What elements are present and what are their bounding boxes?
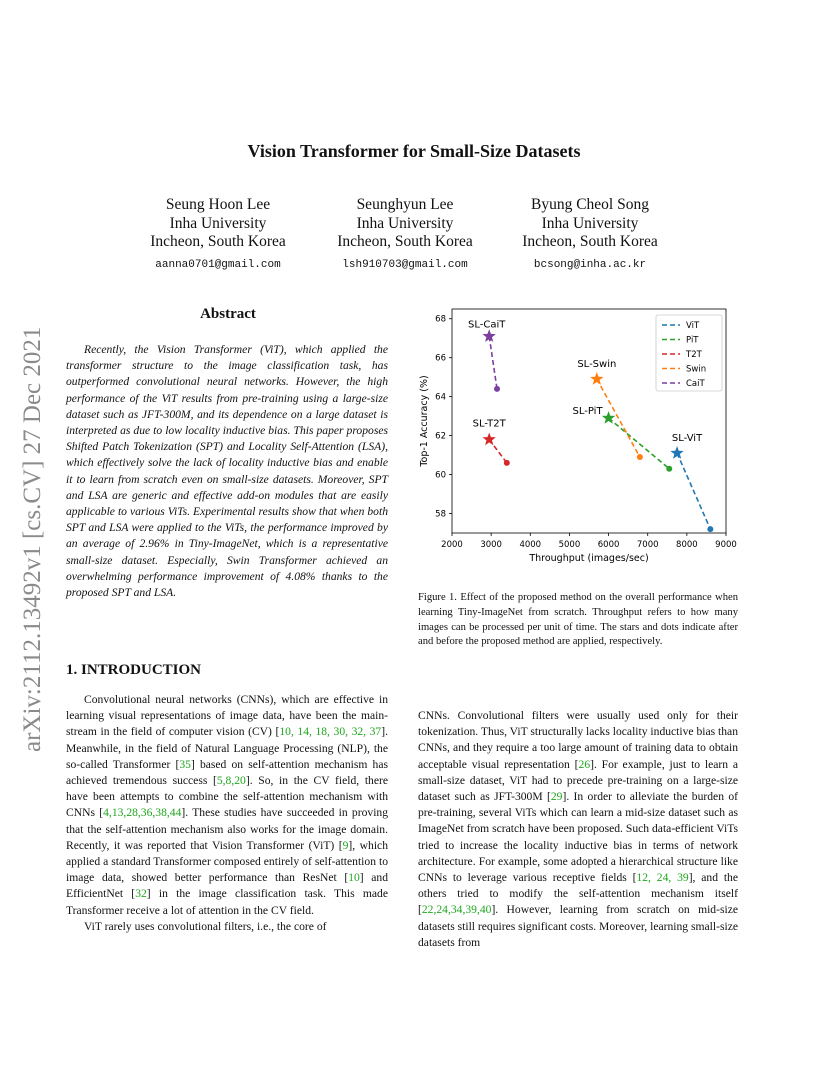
author-location: Incheon, South Korea (150, 233, 286, 250)
x-tick-label: 4000 (519, 540, 542, 550)
intro-right-column (418, 708, 738, 951)
citation-link[interactable]: 10, 14, 18, 30, 32, 37 (279, 725, 382, 739)
point-label: SL-Swin (577, 359, 617, 371)
text-run: ]. Meanwhile, in the field of Natural Language Processing (NLP), the so-called Transformer [ (66, 725, 388, 771)
before-dot-vit (707, 526, 713, 532)
chart-svg (418, 307, 738, 567)
paper-title: Vision Transformer for Small-Size Datasets (247, 141, 581, 161)
before-dot-cait (494, 386, 500, 392)
figure-caption: Figure 1. Effect of the proposed method on the overall performance when learning Tiny-ImageNet from scratch. Throughput refers to how many images can be processed per unit of time. The stars and dots indicate after and before the proposed method are applied, respectively. (418, 592, 738, 648)
legend-label: T2T (686, 350, 702, 360)
intro-paragraph: ViT rarely uses convolutional filters, i.e., the core of (84, 919, 327, 933)
text-run: ] in the image classification task. This made Transformer receive a lot of attention in the CV field. (66, 887, 388, 917)
author-block (310, 196, 500, 274)
abstract-body (66, 342, 388, 601)
x-tick-label: 3000 (480, 540, 502, 550)
after-star-swin (590, 372, 603, 385)
text-run: ], and the others tried to modify the self-attention mechanism itself [ (418, 871, 739, 917)
citation-link[interactable]: 35 (179, 757, 191, 771)
citation-link[interactable]: 29 (550, 790, 563, 804)
author-affiliation: Inha University (541, 214, 639, 232)
series-line-cait (489, 336, 497, 389)
author-block (495, 196, 685, 274)
series-line-vit (677, 453, 710, 529)
x-tick-label: 6000 (597, 540, 620, 550)
author-affiliation: Inha University (356, 214, 454, 232)
x-tick-label: 2000 (441, 540, 463, 550)
citation-link[interactable]: 5,8,20 (216, 774, 246, 788)
author-location: Incheon, South Korea (522, 233, 658, 250)
arxiv-id-text: arXiv:2112.13492v1 [cs.CV] 27 Dec 2021 (19, 326, 46, 752)
citation-link[interactable]: 26 (578, 757, 591, 771)
author-name: Seunghyun Lee (356, 196, 454, 213)
y-tick-label: 60 (435, 470, 446, 481)
intro-left-column (66, 692, 388, 935)
legend-label: CaiT (686, 379, 705, 389)
citation-link[interactable]: 10 (348, 871, 360, 885)
x-axis-label: Throughput (images/sec) (529, 553, 649, 564)
abstract-text: Recently, the Vision Transformer (ViT), which applied the transformer structure to the image classification task, has outperformed convolutional neural networks. However, the high performance of the ViT results from pre-training using a large-size dataset such as JFT-300M, and its dependence on a large dataset is interpreted as due to low locality inductive bias. This paper proposes Shifted Patch Tokenization (SPT) and Locality Self-Attention (LSA), which effectively solve the lack of locality inductive bias and enable it to learn from scratch even on small-size datasets. Moreover, SPT and LSA are generic and effective add-on modules that are easily applicable to various ViTs. Experimental results show that when both SPT and LSA were applied to the ViTs, the performance improved by an average of 2.96% in Tiny-ImageNet, which is a representative small-size dataset. Especially, Swin Transformer achieved an overwhelming performance improvement of 4.08% thanks to the proposed SPT and LSA. (66, 343, 388, 600)
text-run: Convolutional neural networks (CNNs), which are effective in learning visual representations of image data, have been the main-stream in the field of computer vision (CV) [ (66, 693, 388, 739)
citation-link[interactable]: 32 (135, 887, 147, 901)
text-run: ], which applied a standard Transformer composed entirely of self-attention to image data, showed better performance than ResNet [ (66, 838, 388, 885)
point-label: SL-T2T (472, 418, 506, 430)
text-run: ]. These studies have succeeded in proving that the self-attention mechanism also works for the image domain. Recently, it was reported that Vision Transformer (ViT) [ (66, 806, 389, 852)
arxiv-identifier (10, 290, 50, 760)
text-run: ]. For example, just to learn a small-size dataset, ViT had to precede pre-training on a large-size dataset such as JFT-300M [ (418, 757, 738, 804)
author-email[interactable]: lsh910703@gmail.com (342, 258, 468, 271)
figure-1-chart (418, 307, 738, 567)
text-run: ] and EfficientNet [ (66, 871, 388, 901)
x-tick-label: 7000 (636, 540, 659, 550)
legend-label: ViT (686, 321, 700, 331)
citation-link[interactable]: 9 (342, 838, 349, 852)
after-star-pit (602, 411, 615, 424)
author-affiliation: Inha University (169, 214, 267, 232)
point-label: SL-CaiT (468, 319, 506, 331)
author-block (123, 196, 313, 274)
x-tick-label: 8000 (676, 540, 698, 550)
author-name: Byung Cheol Song (531, 196, 649, 213)
y-tick-label: 64 (435, 392, 446, 403)
text-run: CNNs. Convolutional filters were usually used only for their tokenization. Thus, ViT structurally lacks locality inductive bias than CNNs, and they require a too large amount of training data to obtain acceptable visual representation [ (418, 709, 738, 771)
series-line-swin (597, 379, 640, 457)
author-email[interactable]: aanna0701@gmail.com (155, 258, 281, 271)
after-star-vit (670, 446, 683, 459)
point-label: SL-PiT (572, 406, 603, 418)
before-dot-t2t (504, 460, 510, 466)
citation-link[interactable]: 22,24,34,39,40 (421, 903, 492, 917)
before-dot-pit (666, 466, 672, 472)
text-run: ]. In order to alleviate the burden of pre-training, several ViTs which can learn a mid-size dataset such as ImageNet from scratch have been proposed. Such data-efficient ViTs tried to increase the locality inductive bias in terms of network architecture. For example, some adopted a hierarchical structure like CNNs to leverage various receptive fields [ (418, 790, 739, 885)
point-label: SL-ViT (671, 433, 703, 445)
legend-label: Swin (686, 364, 707, 375)
series-line-pit (609, 418, 670, 469)
author-email[interactable]: bcsong@inha.ac.kr (533, 258, 647, 271)
author-name: Seung Hoon Lee (165, 196, 271, 213)
before-dot-swin (637, 454, 643, 460)
text-run: ]. So, in the CV field, there have been attempts to combine the self-attention mechanism with CNNs [ (66, 774, 388, 820)
x-tick-label: 9000 (715, 540, 737, 550)
author-location: Incheon, South Korea (337, 233, 473, 250)
legend-label: PiT (686, 335, 699, 346)
intro-paragraph (66, 692, 388, 919)
y-tick-label: 58 (435, 509, 446, 520)
intro-paragraph (418, 708, 738, 951)
section-heading: 1. INTRODUCTION (66, 662, 202, 678)
y-tick-label: 66 (435, 353, 446, 364)
y-tick-label: 62 (435, 431, 446, 442)
abstract-heading: Abstract (200, 306, 256, 322)
text-run: ] based on self-attention mechanism has achieved tremendous success [ (66, 757, 388, 788)
x-tick-label: 5000 (558, 540, 581, 550)
citation-link[interactable]: 12, 24, 39 (636, 871, 689, 885)
after-star-t2t (483, 433, 496, 446)
text-run: ]. However, learning from scratch on mid-size datasets still requires significant costs. Moreover, learning small-size datasets from (418, 903, 738, 949)
y-tick-label: 68 (435, 314, 446, 325)
y-axis-label: Top-1 Accuracy (%) (419, 375, 430, 467)
citation-link[interactable]: 4,13,28,36,38,44 (103, 806, 182, 820)
